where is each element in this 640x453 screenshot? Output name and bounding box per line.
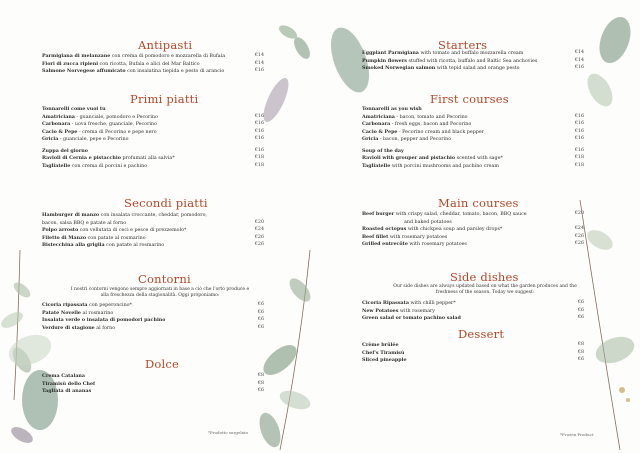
section-title-dolce: Dolce	[145, 357, 180, 371]
menu-item: Verdure di stagione al forno €6	[42, 324, 264, 331]
secondi-list	[42, 212, 264, 250]
section-title-starters: Starters	[438, 38, 488, 52]
menu-item: Parmigiana di melanzane con crema di pomodoro e mozzarella di Bufala €14	[42, 53, 264, 59]
menu-item: Hamburger di manzo con insalata croccante, cheddar, pomodoro,	[42, 212, 208, 218]
section-title-first-courses: First courses	[430, 92, 509, 106]
menu-item: Crema Catalana €8	[42, 373, 264, 379]
section-title-primi: Primi piatti	[130, 92, 199, 106]
menu-item: Green salad or tomato pachino salad €6	[362, 315, 584, 321]
menu-item: Ravioli with grouper and pistachio scented with sage* €18	[362, 155, 584, 161]
menu-item: Filetto di Manzo con patate al rosmarino €26	[42, 234, 264, 241]
dessert-list	[362, 342, 584, 365]
section-title-dessert: Dessert	[458, 327, 505, 341]
menu-item: Polpo arrosto con vellutata di ceci e pesce di prezzemolo* €24	[42, 227, 264, 233]
side-dishes-note: Our side dishes are always updated based on what the garden produces and the freshness of the season. Today we suggest:	[393, 284, 577, 295]
menu-item: Cacio & Pepe - Pecorino cream and black pepper €16	[362, 128, 584, 135]
menu-item: Tagliata di ananas €6	[42, 388, 264, 394]
menu-item: Bistecchina alla griglia con patate al rosmarino €26	[42, 242, 264, 248]
menu-item: and baked potatoes	[404, 219, 452, 225]
menu-item: Gricia - guanciale, pepe e Pecorino €16	[42, 136, 264, 142]
menu-item: Tonnarelli as you wish	[362, 106, 422, 112]
menu-item: Tiramisù dello Chef €8	[42, 380, 264, 387]
menu-item: Amatriciana - guanciale, pomodoro e Pecorino €16	[42, 113, 264, 120]
antipasti-list	[42, 53, 264, 76]
section-title-antipasti: Antipasti	[138, 38, 193, 52]
menu-item: Insalata verde o insalata di pomodori pachino €6	[42, 317, 264, 323]
section-title-secondi: Secondi piatti	[124, 196, 208, 210]
dolce-list	[42, 373, 264, 396]
menu-item: Smoked Norwegian salmon with tepid salad and orange pesto €16	[362, 65, 584, 71]
menu-item: Carbonara - uova fresche, guanciale, Pecorino €16	[42, 121, 264, 127]
menu-item: Beef burger with crispy salad, cheddar, tomato, bacon, BBQ sauce €20	[362, 211, 584, 217]
menu-item: Patate Novelle al rosmarino €6	[42, 309, 264, 316]
menu-item: Sliced pineapple €6	[362, 357, 584, 363]
menu-item: Tagliatelle with porcini mushrooms and pachino cream €18	[362, 162, 584, 169]
leaf-illustration-bottom-right	[240, 250, 320, 450]
first-courses-list	[362, 106, 584, 170]
section-title-main-courses: Main courses	[438, 196, 519, 210]
menu-item: Cicoria Ripassata with chilli pepper* €6	[362, 300, 584, 306]
menu-item: New Potatoes with rosemary €6	[362, 307, 584, 314]
menu-item: Cacio & Pepe - crema di Pecorino e pepe nero €16	[42, 128, 264, 135]
menu-item: Tagliatelle con crema di porcini e pachino €18	[42, 162, 264, 169]
menu-item: Zuppa del giorno €16	[42, 147, 264, 154]
menu-item: Cicoria ripassata con peperoncino* €6	[42, 302, 264, 308]
contorni-list	[42, 302, 264, 332]
starters-list	[362, 50, 584, 73]
menu-item: Beef fillet with rosemary potatoes €26	[362, 233, 584, 240]
menu-item: bacon, salsa BBQ e patate al forno €20	[42, 219, 264, 226]
primi-list	[42, 106, 264, 170]
section-title-side-dishes: Side dishes	[450, 270, 519, 284]
main-courses-list	[362, 211, 584, 249]
menu-item: Gricia - bacon, pepper and Pecorino €16	[362, 136, 584, 142]
menu-item: Grilled entrecôte with rosemary potatoes €26	[362, 241, 584, 247]
menu-item: Salmone Norvegese affumicato con insalatina tiepida e pesto di arancio €16	[42, 68, 264, 74]
footnote: *Frozen Product	[560, 432, 594, 437]
menu-page-english	[320, 0, 640, 453]
menu-item: Amatriciana - bacon, tomato and Pecorino €16	[362, 113, 584, 120]
menu-item: Carbonara - fresh eggs, bacon and Pecorino €16	[362, 121, 584, 127]
menu-item: Fiori di zucca ripieni con ricotta, Bufala e alici del Mar Baltico €14	[42, 60, 264, 67]
section-title-contorni: Contorni	[138, 272, 191, 286]
menu-item: Eggplant Parmigiana with tomato and buffalo mozzarella cream €14	[362, 50, 584, 56]
menu-item: Ravioli di Cernia e pistacchio profumati alla salvia* €18	[42, 155, 264, 161]
menu-item: Soup of the day €16	[362, 147, 584, 154]
footnote: *Prodotto surgelato	[208, 430, 249, 435]
menu-item: Tonnarelli come vuoi tu	[42, 106, 106, 112]
menu-item: Pumpkin flowers stuffed with ricotta, buffalo and Baltic Sea anchovies €14	[362, 57, 584, 64]
menu-item: Roasted octopus with chickpea soup and parsley drops* €24	[362, 226, 584, 232]
menu-item: Chef's Tiramisù €8	[362, 349, 584, 356]
side-dishes-list	[362, 300, 584, 323]
contorni-note: I nostri contorni vengono sempre aggiornati in base a ciò che l'orto produce e alla freschezza della stagionalità. Oggi proponiamo:	[70, 287, 250, 298]
menu-item: Crème brûlée €8	[362, 342, 584, 348]
